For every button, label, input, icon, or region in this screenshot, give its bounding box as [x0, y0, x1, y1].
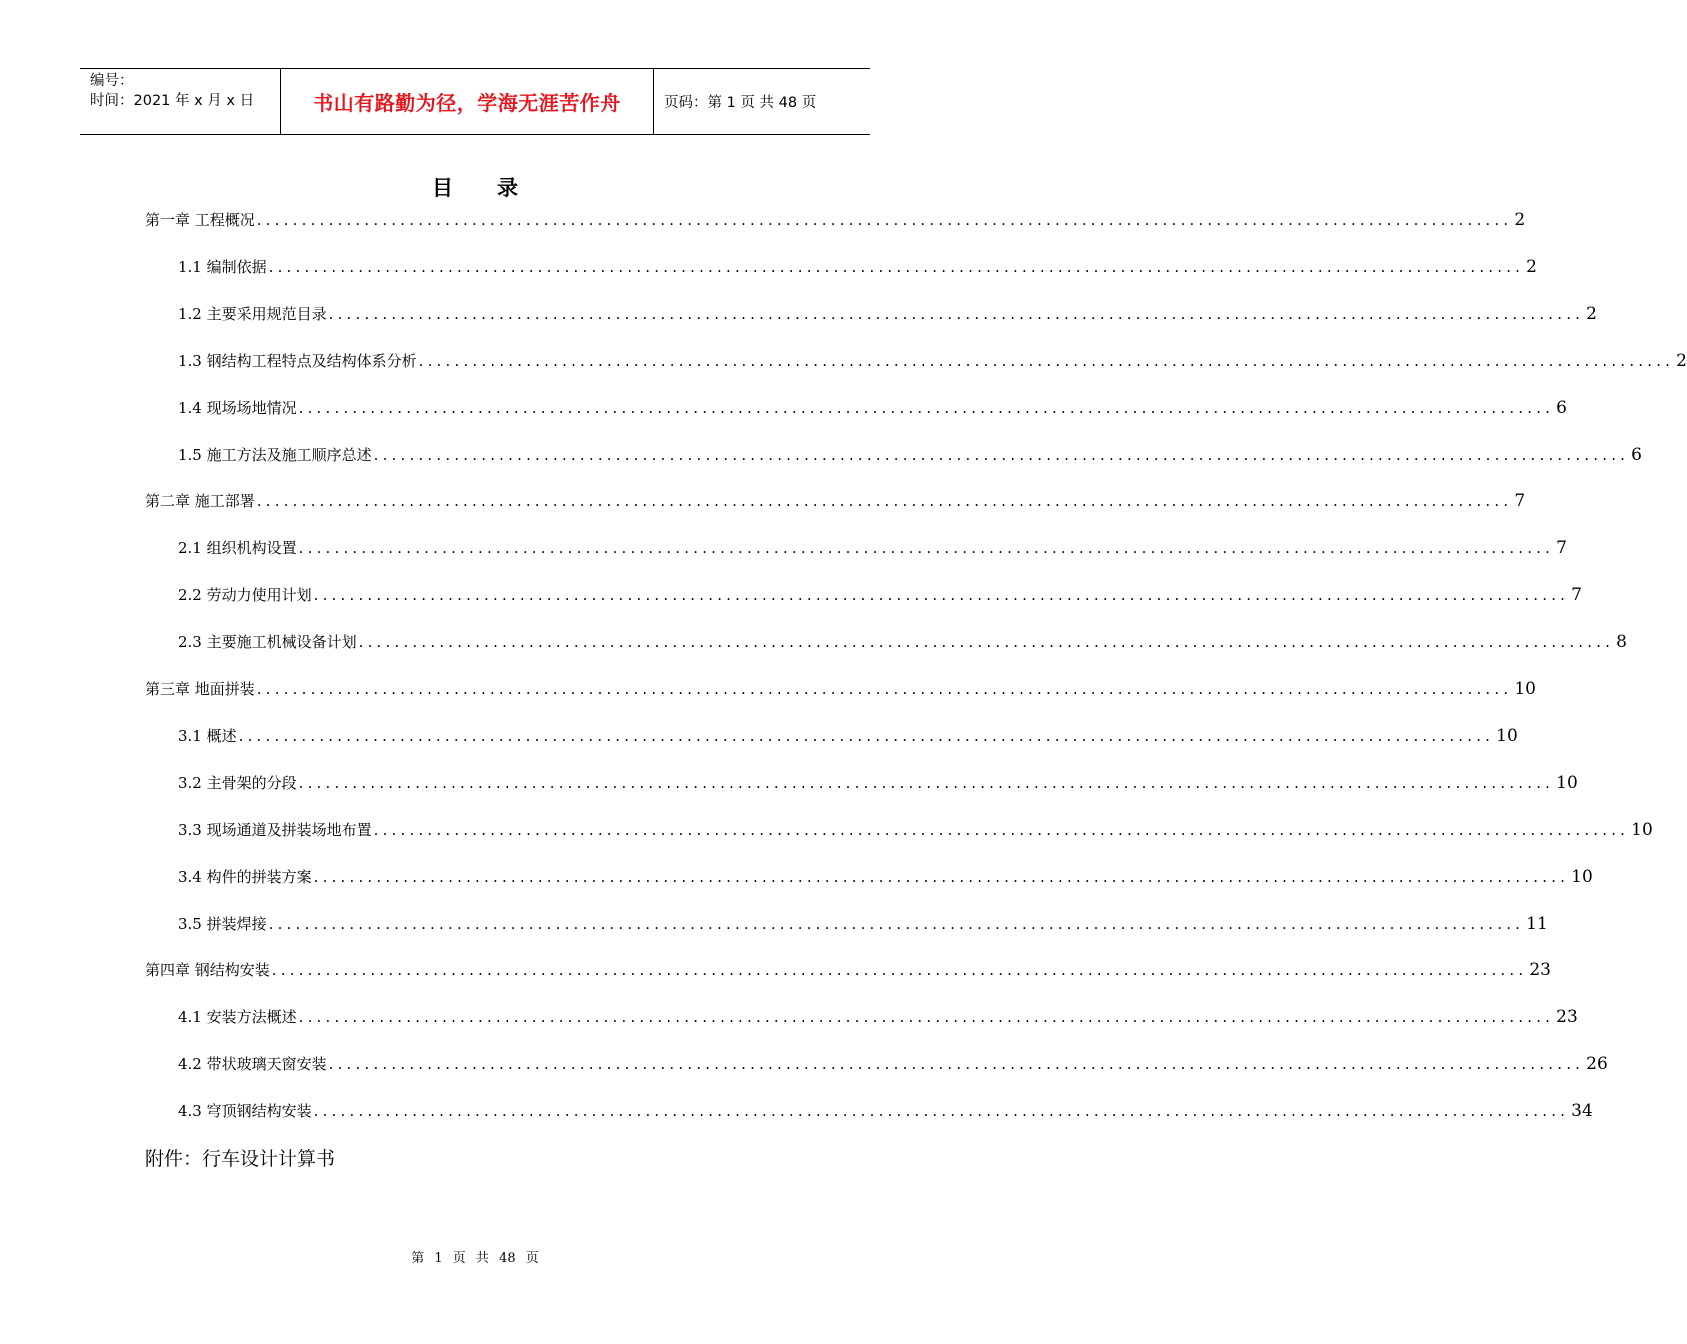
header-meta: [80, 69, 281, 134]
toc-entry-label: 3.5 拼装焊接: [178, 914, 267, 933]
toc-entry-page: 7: [1514, 491, 1526, 512]
toc-leader-dots: ............................................................................................................................................: [313, 1102, 1570, 1121]
toc-entry[interactable]: [178, 913, 1548, 937]
toc-entry-page: 2: [1526, 256, 1537, 277]
toc-entry-label: 1.5 施工方法及施工顺序总述: [178, 445, 372, 464]
toc-entry-label: 3.1 概述: [178, 726, 237, 745]
toc-entry[interactable]: [178, 1006, 1578, 1030]
toc-entry-label: 3.3 现场通道及拼装场地布置: [178, 820, 372, 839]
toc-leader-dots: ............................................................................................................................................: [298, 398, 1555, 417]
toc-entry-page: 2: [1514, 210, 1526, 230]
toc-entry-label: 第四章 钢结构安装: [145, 961, 270, 980]
toc-entry-page: 2: [1676, 350, 1687, 371]
toc-entry[interactable]: [178, 1100, 1593, 1124]
toc-leader-dots: ............................................................................................................................................: [298, 1008, 1555, 1027]
toc-entry[interactable]: [145, 490, 1526, 514]
toc-entry-page: 10: [1514, 679, 1536, 699]
toc-leader-dots: ............................................................................................................................................: [313, 867, 1570, 886]
toc-leader-dots: ............................................................................................................................................: [298, 539, 1555, 558]
header-motto-cell: [281, 69, 654, 134]
toc-entry-label: 4.2 带状玻璃天窗安装: [178, 1055, 327, 1074]
toc-leader-dots: ............................................................................................................................................: [268, 914, 1525, 933]
toc-leader-dots: ............................................................................................................................................: [298, 773, 1555, 792]
toc-entry[interactable]: [178, 866, 1593, 890]
toc-entry[interactable]: [178, 537, 1567, 561]
toc-entry-page: 10: [1571, 866, 1593, 887]
toc-entry-page: 11: [1526, 913, 1548, 934]
toc-entry[interactable]: [178, 1053, 1608, 1077]
toc-entry[interactable]: [178, 256, 1537, 280]
toc-entry-page: 7: [1556, 538, 1567, 559]
toc-entry-label: 1.3 钢结构工程特点及结构体系分析: [178, 351, 417, 370]
toc-entry-page: 34: [1571, 1101, 1593, 1122]
toc-entry-label: 2.3 主要施工机械设备计划: [178, 633, 357, 652]
toc-title: 目录: [432, 176, 562, 200]
header-page-info: 页码：第 1 页 共 48 页: [664, 95, 817, 111]
motto-text: 书山有路勤为径，学海无涯苦作舟: [313, 91, 621, 115]
toc-entry-label: 2.2 劳动力使用计划: [178, 586, 312, 605]
toc-appendix: 附件：行车设计计算书: [145, 1148, 336, 1170]
toc-leader-dots: ............................................................................................................................................: [238, 726, 1495, 745]
toc-entry[interactable]: [178, 819, 1653, 843]
toc-entry-label: 1.4 现场场地情况: [178, 398, 297, 417]
toc-entry-page: 2: [1586, 303, 1597, 324]
toc-entry-label: 第三章 地面拼装: [145, 680, 255, 698]
toc-leader-dots: ............................................................................................................................................: [373, 445, 1630, 464]
toc-entry-page: 8: [1616, 632, 1627, 653]
toc-entry-page: 23: [1529, 960, 1551, 981]
toc-entry[interactable]: [145, 678, 1536, 702]
toc-leader-dots: ............................................................................................................................................: [358, 633, 1615, 652]
toc-entry[interactable]: [178, 772, 1578, 796]
toc-entry-page: 7: [1571, 585, 1582, 606]
toc-leader-dots: ............................................................................................................................................: [256, 211, 1513, 229]
toc-entry-label: 第一章 工程概况: [145, 211, 255, 229]
toc-entry-label: 第二章 施工部署: [145, 492, 255, 511]
toc-entry[interactable]: [178, 444, 1642, 468]
toc-entry-page: 23: [1556, 1007, 1578, 1028]
toc-leader-dots: ............................................................................................................................................: [373, 820, 1630, 839]
toc-entry-page: 6: [1631, 444, 1642, 465]
toc-entry-page: 10: [1496, 725, 1518, 746]
toc-entry-page: 10: [1631, 819, 1653, 840]
toc-leader-dots: ............................................................................................................................................: [418, 351, 1675, 370]
toc-entry[interactable]: [178, 350, 1687, 374]
toc-entry-label: 2.1 组织机构设置: [178, 539, 297, 558]
document-date: 时间：2021 年 x 月 x 日: [90, 93, 255, 109]
page-footer: 第 1 页 共 48 页: [411, 1251, 539, 1266]
toc-entry[interactable]: [145, 209, 1526, 233]
toc-entry-page: 10: [1556, 772, 1578, 793]
header-table: [80, 68, 870, 135]
toc-entry-label: 4.3 穹顶钢结构安装: [178, 1102, 312, 1121]
toc-leader-dots: ............................................................................................................................................: [328, 304, 1585, 323]
toc-entry-label: 1.1 编制依据: [178, 257, 267, 276]
document-number-label: 编号：: [90, 73, 134, 89]
toc-entry[interactable]: [178, 631, 1627, 655]
toc-leader-dots: ............................................................................................................................................: [313, 586, 1570, 605]
toc-entry[interactable]: [178, 725, 1518, 749]
toc-entry-label: 1.2 主要采用规范目录: [178, 304, 327, 323]
toc-entry[interactable]: [178, 584, 1582, 608]
toc-entry-label: 3.4 构件的拼装方案: [178, 867, 312, 886]
toc-leader-dots: ............................................................................................................................................: [268, 257, 1525, 276]
toc-entry-label: 3.2 主骨架的分段: [178, 773, 297, 792]
toc-entry-page: 26: [1586, 1054, 1608, 1075]
header-page-cell: [654, 69, 870, 134]
toc-leader-dots: ............................................................................................................................................: [256, 680, 1513, 698]
toc-entry-page: 6: [1556, 397, 1567, 418]
toc-entry[interactable]: [145, 959, 1551, 983]
toc-entry-label: 4.1 安装方法概述: [178, 1008, 297, 1027]
toc-leader-dots: ............................................................................................................................................: [256, 492, 1513, 511]
toc-entry[interactable]: [178, 303, 1597, 327]
toc-leader-dots: ............................................................................................................................................: [271, 961, 1528, 980]
toc-entry[interactable]: [178, 397, 1567, 421]
toc-leader-dots: ............................................................................................................................................: [328, 1055, 1585, 1074]
